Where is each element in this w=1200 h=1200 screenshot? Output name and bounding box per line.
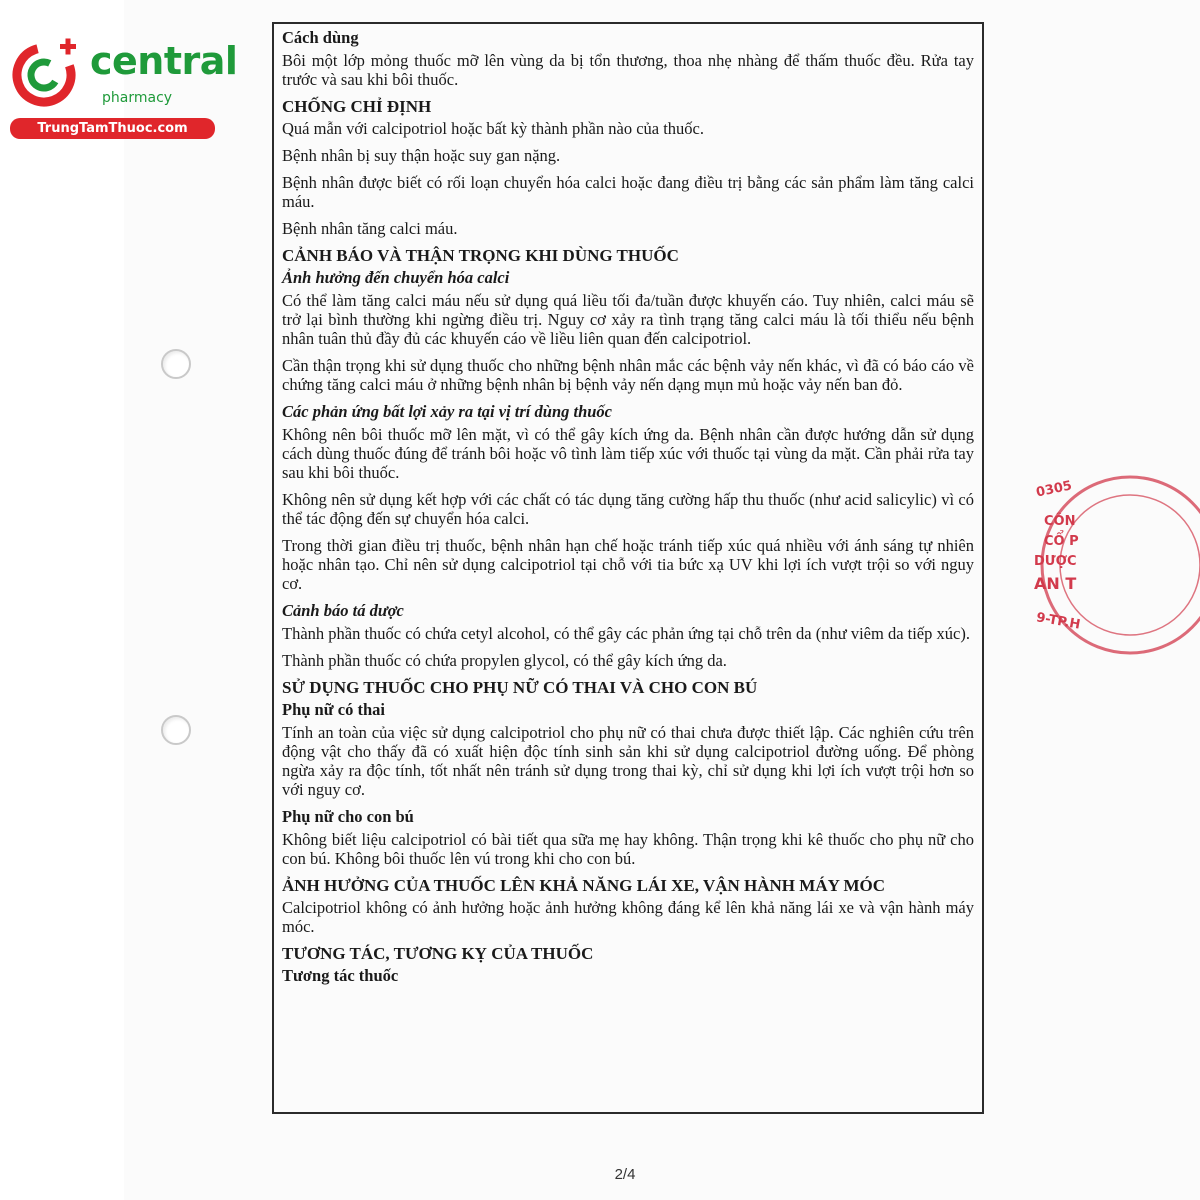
- paragraph: Có thể làm tăng calci máu nếu sử dụng quá liều tối đa/tuần được khuyến cáo. Tuy nhiên, calci máu sẽ trở lại bình thường khi ngừng điều trị. Nguy cơ xảy ra tình trạng tăng calci máu là tối thiểu nếu bệnh nhân tuân thủ đầy đủ các khuyến cáo về liều liên quan đến calcipotriol.: [282, 291, 974, 348]
- sub-heading: Ảnh hưởng đến chuyển hóa calci: [282, 268, 510, 287]
- punch-hole-bottom: [161, 715, 191, 745]
- paragraph: Không biết liệu calcipotriol có bài tiết qua sữa mẹ hay không. Thận trọng khi kê thuốc cho phụ nữ cho con bú. Không bôi thuốc lên vú trong khi cho con bú.: [282, 830, 974, 868]
- sub-heading: Cách dùng: [282, 28, 359, 47]
- paragraph: Cần thận trọng khi sử dụng thuốc cho những bệnh nhân mắc các bệnh vảy nến khác, vì đã có báo cáo về chứng tăng calci máu ở những bệnh nhân bị bệnh vảy nến dạng mụn mủ hoặc vảy nến ban đỏ.: [282, 356, 974, 394]
- stamp-line-5: AN T: [1034, 574, 1077, 593]
- paragraph: Thành phần thuốc có chứa cetyl alcohol, có thể gây các phản ứng tại chỗ trên da (như viêm da tiếp xúc).: [282, 624, 970, 643]
- paragraph: Calcipotriol không có ảnh hưởng hoặc ảnh hưởng không đáng kể lên khả năng lái xe và vận hành máy móc.: [282, 898, 974, 936]
- section-heading: TƯƠNG TÁC, TƯƠNG KỴ CỦA THUỐC: [282, 944, 594, 963]
- paragraph: Quá mẫn với calcipotriol hoặc bất kỳ thành phần nào của thuốc.: [282, 119, 705, 138]
- section-heading: CẢNH BÁO VÀ THẬN TRỌNG KHI DÙNG THUỐC: [282, 246, 679, 265]
- pharmacy-cross-logo-icon: [10, 38, 80, 108]
- paragraph: Thành phần thuốc có chứa propylen glycol, có thể gây kích ứng da.: [282, 651, 727, 670]
- paragraph: Tính an toàn của việc sử dụng calcipotriol cho phụ nữ có thai chưa được thiết lập. Các nghiên cứu trên động vật cho thấy đã có xuất hiện độc tính sinh sản khi sử dụng calcipotriol đường uống. Để phòng ngừa xảy ra độc tính, tốt nhất nên tránh sử dụng trong thai kỳ, chỉ sử dụng khi lợi ích vượt trội hơn so với nguy cơ.: [282, 723, 974, 799]
- paragraph: Bệnh nhân tăng calci máu.: [282, 219, 458, 238]
- sub-heading: Tương tác thuốc: [282, 966, 399, 985]
- punch-hole-top: [161, 349, 191, 379]
- sub-heading: Phụ nữ có thai: [282, 700, 385, 719]
- stamp-line-4: DƯỢC: [1034, 554, 1077, 569]
- logo-brand-text: central: [90, 39, 238, 83]
- document-content-box: [272, 22, 984, 1114]
- stamp-line-6: 9-TP.H: [1035, 610, 1082, 633]
- sub-heading: Các phản ứng bất lợi xảy ra tại vị trí dùng thuốc: [282, 402, 612, 421]
- stamp-line-1: 0305: [1034, 478, 1074, 501]
- central-pharmacy-logo[interactable]: [10, 38, 238, 138]
- paragraph: Bệnh nhân bị suy thận hoặc suy gan nặng.: [282, 146, 561, 165]
- paragraph: Không nên sử dụng kết hợp với các chất có tác dụng tăng cường hấp thu thuốc (như acid salicylic) vì có thể tác động đến sự chuyển hóa calci.: [282, 490, 974, 528]
- company-seal-stamp: [1030, 470, 1200, 660]
- stamp-line-3: CỔ P: [1044, 534, 1079, 549]
- paragraph: Bôi một lớp mỏng thuốc mỡ lên vùng da bị tổn thương, thoa nhẹ nhàng để thấm thuốc đều. Rửa tay trước và sau khi bôi thuốc.: [282, 51, 974, 89]
- paragraph: Bệnh nhân được biết có rối loạn chuyển hóa calci hoặc đang điều trị bằng các sản phẩm làm tăng calci máu.: [282, 173, 974, 211]
- section-heading: CHỐNG CHỈ ĐỊNH: [282, 97, 432, 116]
- logo-website[interactable]: TrungTamThuoc.com: [10, 118, 215, 139]
- sub-heading: Cảnh báo tá dược: [282, 601, 404, 620]
- paragraph: Trong thời gian điều trị thuốc, bệnh nhân hạn chế hoặc tránh tiếp xúc quá nhiều với ánh sáng tự nhiên hoặc nhân tạo. Chỉ nên sử dụng calcipotriol tại chỗ với tia bức xạ UV khi lợi ích vượt trội so với nguy cơ.: [282, 536, 974, 593]
- section-heading: SỬ DỤNG THUỐC CHO PHỤ NỮ CÓ THAI VÀ CHO CON BÚ: [282, 678, 758, 697]
- sub-heading: Phụ nữ cho con bú: [282, 807, 414, 826]
- stamp-line-2: CÔN: [1044, 514, 1076, 529]
- section-heading: ẢNH HƯỞNG CỦA THUỐC LÊN KHẢ NĂNG LÁI XE, VẬN HÀNH MÁY MÓC: [282, 876, 886, 895]
- logo-sub-text: pharmacy: [102, 90, 173, 106]
- page-number: 2/4: [614, 1166, 636, 1183]
- paragraph: Không nên bôi thuốc mỡ lên mặt, vì có thể gây kích ứng da. Bệnh nhân cần được hướng dẫn sử dụng cách dùng thuốc đúng để tránh bôi hoặc vô tình làm tiếp xúc với thuốc tại vùng da mặt. Cần phải rửa tay sau khi bôi thuốc.: [282, 425, 974, 482]
